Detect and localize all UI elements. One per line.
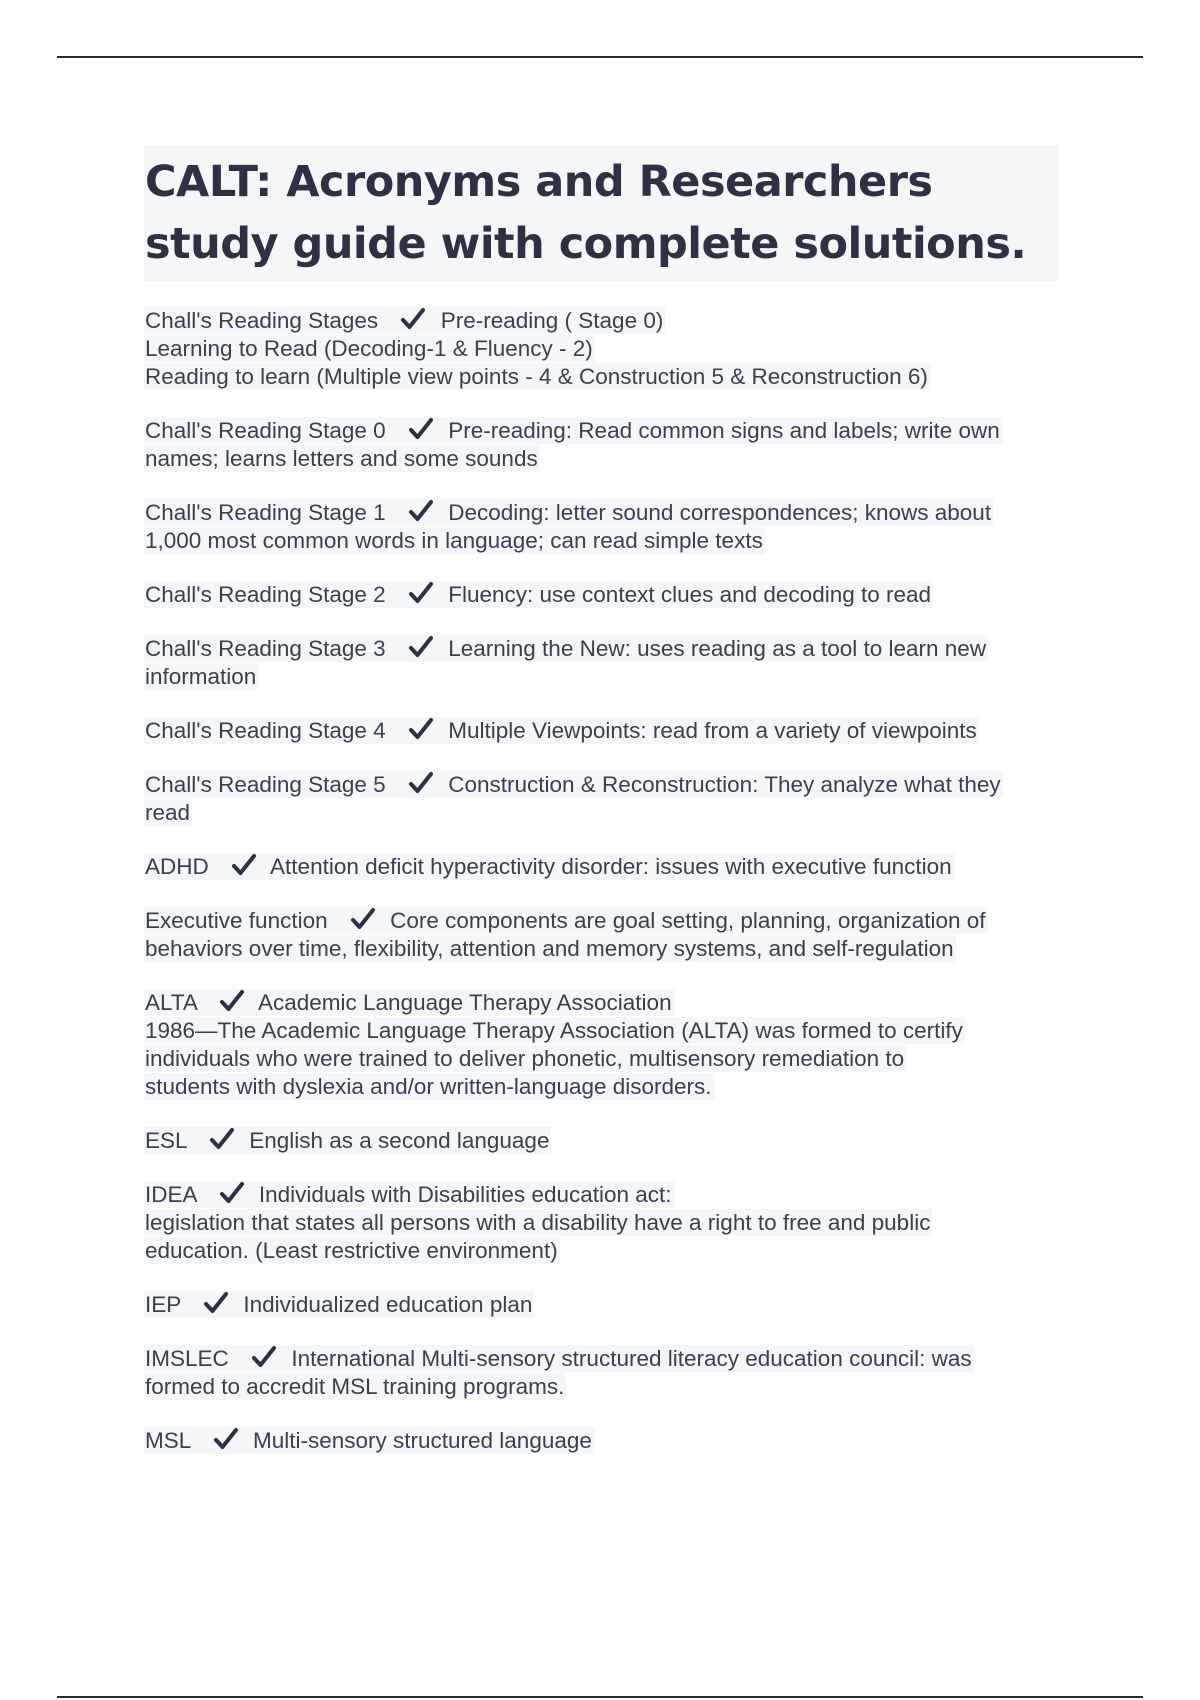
entry-term: Chall's Reading Stage 2: [145, 582, 386, 607]
checkmark-icon: [408, 771, 434, 795]
entry-answer: Core components are goal setting, planning, organization of: [390, 908, 986, 933]
entry-first-line: [144, 581, 933, 608]
study-entry: [144, 1181, 1059, 1265]
entry-continuation-line: [144, 445, 540, 472]
study-entry: [144, 417, 1059, 473]
entry-first-line: [144, 1127, 551, 1154]
checkmark-icon: [203, 1291, 229, 1315]
entry-answer: information: [145, 664, 257, 689]
entries-list: [144, 307, 1059, 1455]
entry-answer: Reading to learn (Multiple view points - 4 & Construction 5 & Reconstruction 6): [145, 364, 928, 389]
entry-answer: Learning to Read (Decoding-1 & Fluency - 2): [145, 336, 593, 361]
entry-first-line: [144, 853, 954, 880]
checkmark-icon: [408, 581, 434, 605]
checkmark-icon: [400, 307, 426, 331]
entry-answer: Multiple Viewpoints: read from a variety of viewpoints: [448, 718, 977, 743]
checkmark-icon: [251, 1345, 277, 1369]
entry-term: IEP: [145, 1292, 181, 1317]
study-entry: [144, 581, 1059, 609]
entry-answer: English as a second language: [249, 1128, 550, 1153]
entry-term: Chall's Reading Stage 3: [145, 636, 386, 661]
entry-term: Chall's Reading Stage 5: [145, 772, 386, 797]
entry-continuation-line: [144, 335, 595, 362]
entry-answer: names; learns letters and some sounds: [145, 446, 538, 471]
study-entry: [144, 1291, 1059, 1319]
checkmark-icon: [213, 1427, 239, 1451]
entry-answer: individuals who were trained to deliver phonetic, multisensory remediation to: [145, 1046, 905, 1071]
entry-term: Chall's Reading Stage 1: [145, 500, 386, 525]
entry-first-line: [144, 907, 988, 934]
study-entry: [144, 907, 1059, 963]
top-rule: [57, 56, 1143, 58]
entry-term: Chall's Reading Stage 0: [145, 418, 386, 443]
entry-first-line: [144, 499, 993, 526]
entry-continuation-line: [144, 1017, 965, 1044]
entry-term: IDEA: [145, 1182, 197, 1207]
entry-answer: Academic Language Therapy Association: [257, 990, 672, 1015]
entry-first-line: [144, 635, 988, 662]
study-entry: [144, 1427, 1059, 1455]
entry-term: ALTA: [145, 990, 197, 1015]
entry-answer: Individualized education plan: [243, 1292, 533, 1317]
entry-first-line: [144, 717, 979, 744]
entry-answer: 1,000 most common words in language; can read simple texts: [145, 528, 763, 553]
entry-first-line: [144, 307, 665, 334]
checkmark-icon: [408, 635, 434, 659]
entry-term: Executive function: [145, 908, 328, 933]
entry-first-line: [144, 417, 1002, 444]
entry-answer: International Multi-sensory structured literacy education council: was: [291, 1346, 972, 1371]
entry-continuation-line: [144, 363, 930, 390]
entry-answer: Learning the New: uses reading as a tool to learn new: [448, 636, 987, 661]
entry-answer: Individuals with Disabilities education act:: [258, 1182, 672, 1207]
entry-answer: Decoding: letter sound correspondences; knows about: [448, 500, 992, 525]
entry-answer: students with dyslexia and/or written-language disorders.: [145, 1074, 712, 1099]
entry-first-line: [144, 989, 674, 1016]
entry-answer: Pre-reading ( Stage 0): [440, 308, 664, 333]
document-body: [144, 145, 1059, 1481]
checkmark-icon: [408, 499, 434, 523]
study-entry: [144, 499, 1059, 555]
entry-answer: behaviors over time, flexibility, attention and memory systems, and self-regulation: [145, 936, 954, 961]
entry-first-line: [144, 771, 1003, 798]
entry-continuation-line: [144, 935, 956, 962]
bottom-rule: [57, 1696, 1143, 1698]
entry-answer: Attention deficit hyperactivity disorder: issues with executive function: [270, 854, 952, 879]
entry-first-line: [144, 1427, 594, 1454]
checkmark-icon: [408, 717, 434, 741]
study-entry: [144, 771, 1059, 827]
entry-first-line: [144, 1291, 534, 1318]
checkmark-icon: [350, 907, 376, 931]
title-block: [144, 145, 1059, 281]
entry-continuation-line: [144, 1237, 560, 1264]
study-entry: [144, 989, 1059, 1101]
entry-continuation-line: [144, 1209, 932, 1236]
entry-term: Chall's Reading Stage 4: [145, 718, 386, 743]
study-entry: [144, 307, 1059, 391]
entry-term: ESL: [145, 1128, 187, 1153]
entry-answer: legislation that states all persons with a disability have a right to free and public: [145, 1210, 931, 1235]
checkmark-icon: [408, 417, 434, 441]
study-entry: [144, 717, 1059, 745]
entry-continuation-line: [144, 527, 765, 554]
study-entry: [144, 635, 1059, 691]
entry-term: ADHD: [145, 854, 209, 879]
document-title: CALT: Acronyms and Researchers study guide with complete solutions.: [145, 157, 1027, 269]
checkmark-icon: [231, 853, 257, 877]
entry-first-line: [144, 1181, 674, 1208]
checkmark-icon: [209, 1127, 235, 1151]
entry-term: IMSLEC: [145, 1346, 229, 1371]
entry-continuation-line: [144, 1045, 906, 1072]
entry-answer: Fluency: use context clues and decoding to read: [448, 582, 932, 607]
entry-continuation-line: [144, 1073, 714, 1100]
entry-answer: Pre-reading: Read common signs and labels; write own: [448, 418, 1000, 443]
entry-first-line: [144, 1345, 974, 1372]
checkmark-icon: [219, 989, 245, 1013]
entry-answer: education. (Least restrictive environment): [145, 1238, 558, 1263]
entry-answer: Construction & Reconstruction: They analyze what they: [448, 772, 1001, 797]
entry-continuation-line: [144, 1373, 566, 1400]
entry-answer: Multi-sensory structured language: [252, 1428, 592, 1453]
entry-answer: read: [145, 800, 191, 825]
checkmark-icon: [219, 1181, 245, 1205]
entry-answer: 1986—The Academic Language Therapy Association (ALTA) was formed to certify: [145, 1018, 963, 1043]
entry-term: MSL: [145, 1428, 191, 1453]
entry-term: Chall's Reading Stages: [145, 308, 379, 333]
study-entry: [144, 1345, 1059, 1401]
entry-answer: formed to accredit MSL training programs.: [145, 1374, 565, 1399]
study-entry: [144, 1127, 1059, 1155]
study-entry: [144, 853, 1059, 881]
entry-continuation-line: [144, 799, 192, 826]
entry-continuation-line: [144, 663, 258, 690]
